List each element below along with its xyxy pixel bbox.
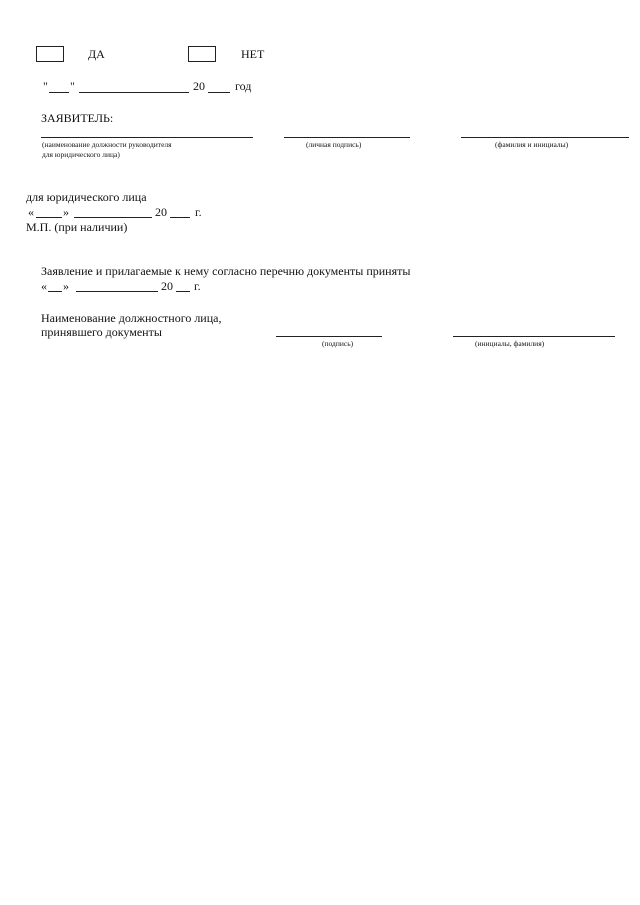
legal-year-suffix: г. <box>195 205 202 219</box>
stamp-note: М.П. (при наличии) <box>26 220 128 234</box>
acceptance-year-blank[interactable] <box>176 291 190 292</box>
applicant-heading: ЗАЯВИТЕЛЬ: <box>41 111 114 125</box>
official-name-line[interactable] <box>453 336 615 337</box>
acceptance-date-open: « <box>41 279 47 293</box>
official-name-caption: (инициалы, фамилия) <box>475 339 545 348</box>
legal-date-open: « <box>28 205 34 219</box>
month-blank[interactable] <box>79 92 189 93</box>
position-caption-2: для юридического лица) <box>42 150 120 159</box>
official-label-1: Наименование должностного лица, <box>41 311 222 325</box>
official-signature-line[interactable] <box>276 336 382 337</box>
day-blank[interactable] <box>49 92 69 93</box>
no-checkbox[interactable] <box>188 46 216 62</box>
acceptance-month-blank[interactable] <box>76 291 158 292</box>
signature-line[interactable] <box>284 137 410 138</box>
date-open-quote: " <box>43 79 48 93</box>
legal-century: 20 <box>155 205 167 219</box>
year-century: 20 <box>193 79 205 93</box>
yes-checkbox[interactable] <box>36 46 64 62</box>
legal-year-blank[interactable] <box>170 217 190 218</box>
official-signature-caption: (подпись) <box>322 339 354 348</box>
year-word: год <box>235 79 252 93</box>
date-close-quote: " <box>70 79 75 93</box>
legal-date-close: » <box>63 205 69 219</box>
acceptance-date-close: » <box>63 279 69 293</box>
official-label-2: принявшего документы <box>41 325 162 339</box>
acceptance-statement: Заявление и прилагаемые к нему согласно перечню документы приняты <box>41 264 411 278</box>
signature-caption: (личная подпись) <box>306 140 362 149</box>
position-caption-1: (наименование должности руководителя <box>42 140 172 149</box>
yes-label: ДА <box>88 47 105 61</box>
legal-entity-label: для юридического лица <box>26 190 147 204</box>
year-blank[interactable] <box>208 92 230 93</box>
legal-day-blank[interactable] <box>36 217 62 218</box>
no-label: НЕТ <box>241 47 265 61</box>
acceptance-century: 20 <box>161 279 173 293</box>
legal-month-blank[interactable] <box>74 217 152 218</box>
name-caption: (фамилия и инициалы) <box>495 140 569 149</box>
acceptance-day-blank[interactable] <box>48 291 62 292</box>
acceptance-year-suffix: г. <box>194 279 201 293</box>
position-line[interactable] <box>41 137 253 138</box>
name-line[interactable] <box>461 137 629 138</box>
